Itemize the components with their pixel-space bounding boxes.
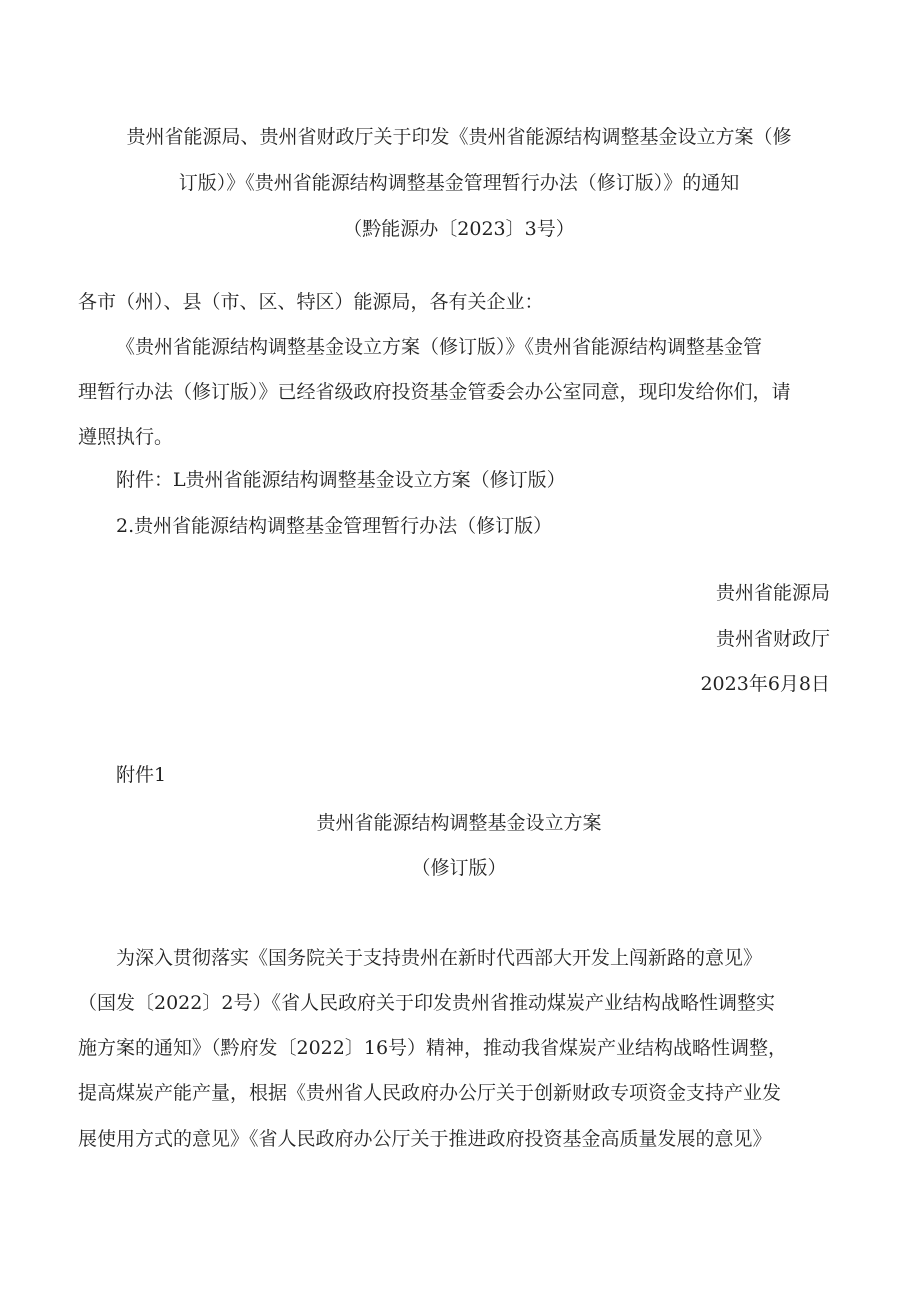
- issue-date: 2023年6月8日: [700, 673, 830, 695]
- signer-energy-bureau: 贵州省能源局: [715, 582, 830, 604]
- body-line-3: 遵照执行。: [78, 426, 174, 448]
- notice-title-line-2: 订版）》《贵州省能源结构调整基金管理暂行办法（修订版）》的通知: [178, 172, 740, 194]
- notice-title: [78, 114, 840, 252]
- notice-title-line-1: 贵州省能源局、贵州省财政厅关于印发《贵州省能源结构调整基金设立方案（修: [126, 126, 792, 148]
- annex-para-line-5: 展使用方式的意见》《省人民政府办公厅关于推进政府投资基金高质量发展的意见》: [78, 1128, 772, 1150]
- annex-subtitle: （修订版）: [411, 857, 507, 879]
- attachment-2: 2.贵州省能源结构调整基金管理暂行办法（修订版）: [116, 515, 553, 537]
- attachment-1: 附件：L贵州省能源结构调整基金设立方案（修订版）: [116, 469, 566, 491]
- document-number: （黔能源办〔2023〕3号）: [343, 218, 575, 240]
- annex-title: 贵州省能源结构调整基金设立方案: [316, 812, 602, 834]
- annex-para-line-1: 为深入贯彻落实《国务院关于支持贵州在新时代西部大开发上闯新路的意见》: [116, 947, 763, 969]
- body-line-1: 《贵州省能源结构调整基金设立方案（修订版）》《贵州省能源结构调整基金管: [116, 336, 763, 358]
- recipients: 各市（州）、县（市、区、特区）能源局，各有关企业：: [78, 291, 544, 313]
- annex-para-line-4: 提高煤炭产能产量，根据《贵州省人民政府办公厅关于创新财政专项资金支持产业发: [78, 1082, 782, 1104]
- annex-para-line-2: （国发〔2022〕2号）《省人民政府关于印发贵州省推动煤炭产业结构战略性调整实: [78, 992, 775, 1014]
- annex-para-line-3: 施方案的通知》（黔府发〔2022〕16号）精神，推动我省煤炭产业结构战略性调整，: [78, 1037, 788, 1059]
- body-line-2: 理暂行办法（修订版）》已经省级政府投资基金管委会办公室同意，现印发给你们，请: [78, 381, 791, 403]
- signer-finance-department: 贵州省财政厅: [715, 628, 830, 650]
- annex-label: 附件1: [116, 764, 167, 786]
